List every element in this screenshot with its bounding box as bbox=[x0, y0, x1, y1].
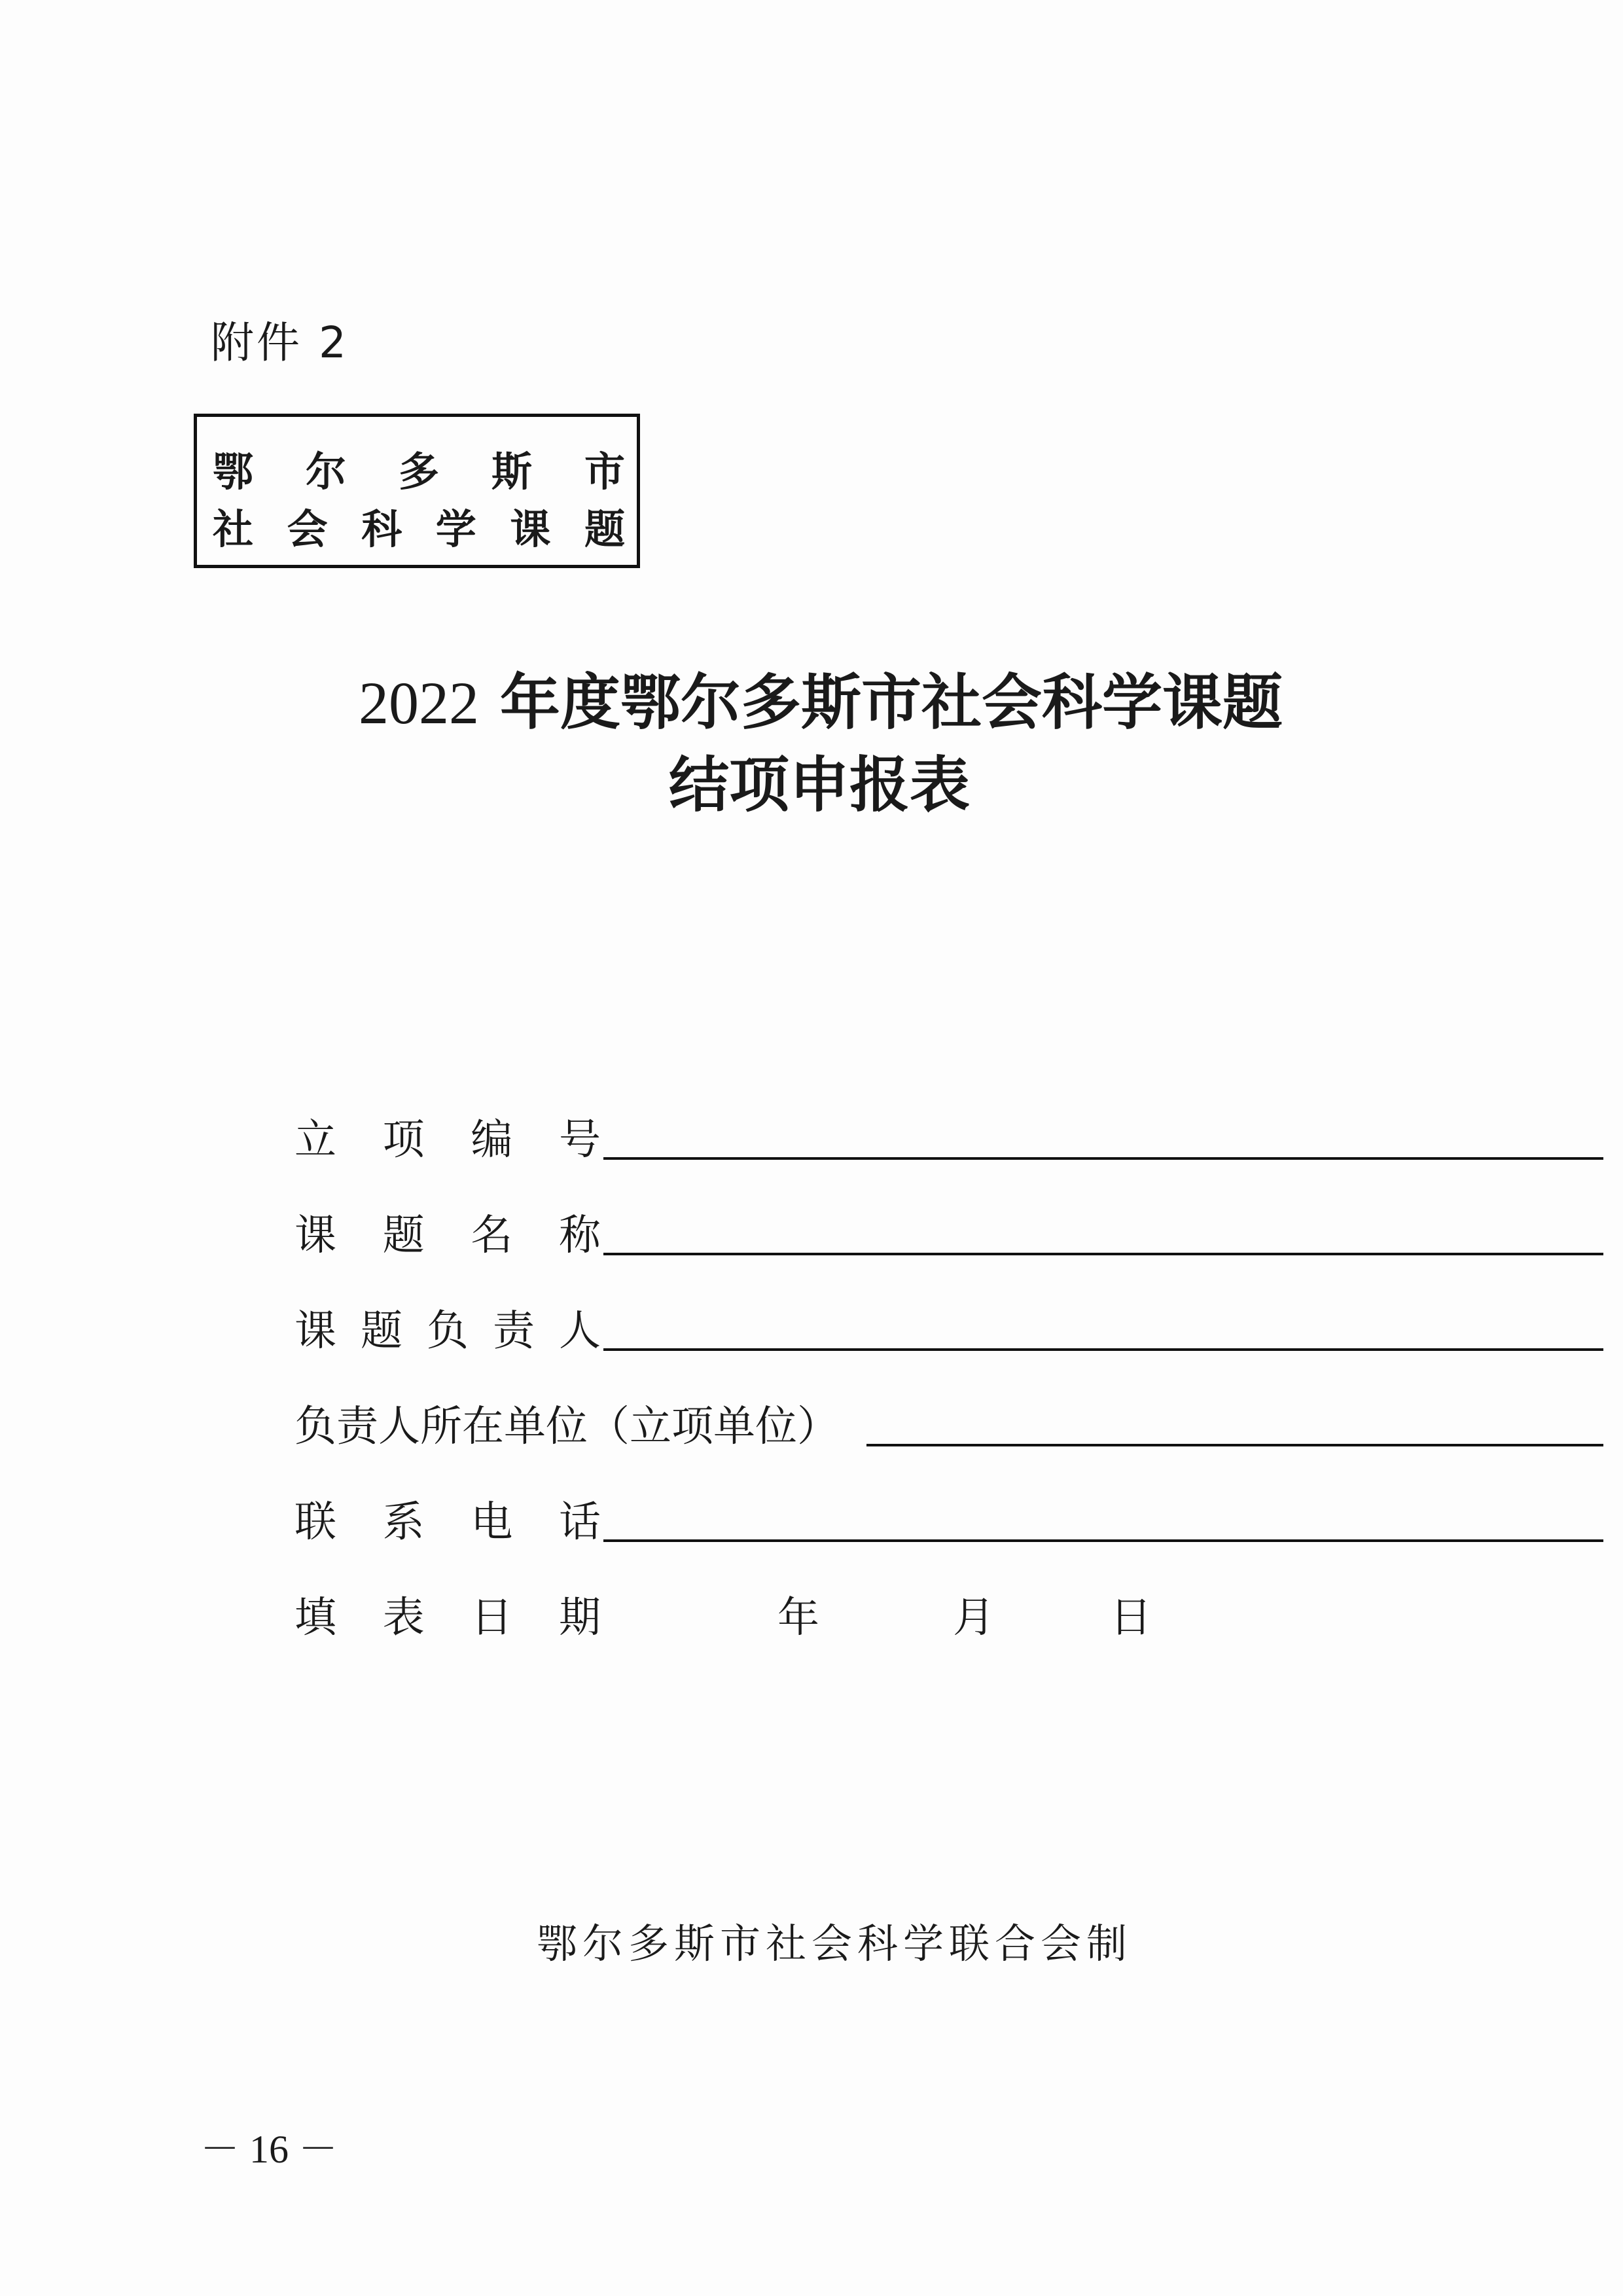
document-title-line-1 bbox=[97, 655, 1623, 741]
date-month-label: 月 bbox=[953, 1594, 995, 1642]
label-char: 填 bbox=[294, 1594, 336, 1642]
date-day-label: 日 bbox=[1110, 1594, 1152, 1642]
stamp-char: 会 bbox=[287, 505, 328, 553]
field-fill-date bbox=[294, 1584, 1211, 1643]
label-char: 人 bbox=[559, 1307, 601, 1355]
stamp-char: 尔 bbox=[305, 448, 346, 495]
label-char: 联 bbox=[294, 1498, 336, 1547]
field-label-project-name bbox=[294, 1202, 601, 1262]
stamp-char: 鄂 bbox=[213, 448, 254, 495]
leader-unit-input-line[interactable] bbox=[866, 1444, 1603, 1446]
stamp-char: 斯 bbox=[491, 448, 532, 495]
label-char: 日 bbox=[471, 1594, 513, 1642]
stamp-char: 社 bbox=[213, 505, 254, 553]
label-char: 号 bbox=[558, 1116, 601, 1164]
label-char: 题 bbox=[361, 1307, 402, 1355]
label-char: 项 bbox=[382, 1116, 425, 1164]
field-label-fill-date bbox=[294, 1584, 601, 1644]
label-char: 立 bbox=[294, 1116, 336, 1164]
label-char: 期 bbox=[558, 1594, 601, 1642]
date-year-label: 年 bbox=[777, 1594, 819, 1642]
stamp-line-2 bbox=[213, 497, 625, 555]
issuing-organization: 鄂尔多斯市社会科学联合会制 bbox=[537, 1920, 1133, 1967]
project-number-input-line[interactable] bbox=[603, 1157, 1603, 1160]
label-char: 责 bbox=[493, 1307, 535, 1355]
page-number: － 16 － bbox=[200, 2128, 338, 2171]
document-title-line-2: 结项申报表 bbox=[669, 750, 971, 820]
label-char: 电 bbox=[471, 1498, 513, 1547]
label-char: 负 bbox=[427, 1307, 469, 1355]
label-char: 课 bbox=[294, 1211, 336, 1260]
category-stamp-box bbox=[194, 414, 640, 568]
project-leader-input-line[interactable] bbox=[603, 1348, 1603, 1351]
stamp-char: 多 bbox=[398, 448, 439, 495]
field-label-leader-unit: 负责人所在单位（立项单位） bbox=[294, 1403, 839, 1451]
attachment-label: 附件 2 bbox=[211, 317, 349, 368]
project-name-input-line[interactable] bbox=[603, 1253, 1603, 1255]
label-char: 课 bbox=[294, 1307, 336, 1355]
label-char: 编 bbox=[471, 1116, 513, 1164]
title-year: 2022 bbox=[359, 670, 479, 736]
title-line-1-text: 年度鄂尔多斯市社会科学课题 bbox=[500, 668, 1283, 738]
phone-input-line[interactable] bbox=[603, 1539, 1603, 1542]
stamp-char: 科 bbox=[361, 505, 402, 553]
field-label-project-number bbox=[294, 1106, 601, 1166]
label-char: 表 bbox=[382, 1594, 425, 1642]
stamp-char: 题 bbox=[584, 505, 625, 553]
label-char: 题 bbox=[382, 1211, 425, 1260]
stamp-line-1 bbox=[213, 439, 625, 497]
label-char: 系 bbox=[382, 1498, 425, 1547]
stamp-char: 学 bbox=[435, 505, 476, 553]
label-char: 称 bbox=[558, 1211, 601, 1260]
label-char: 话 bbox=[558, 1498, 601, 1547]
stamp-char: 市 bbox=[584, 448, 625, 495]
label-char: 名 bbox=[471, 1211, 513, 1260]
stamp-char: 课 bbox=[510, 505, 551, 553]
field-label-phone bbox=[294, 1488, 601, 1549]
field-label-project-leader bbox=[294, 1297, 601, 1357]
